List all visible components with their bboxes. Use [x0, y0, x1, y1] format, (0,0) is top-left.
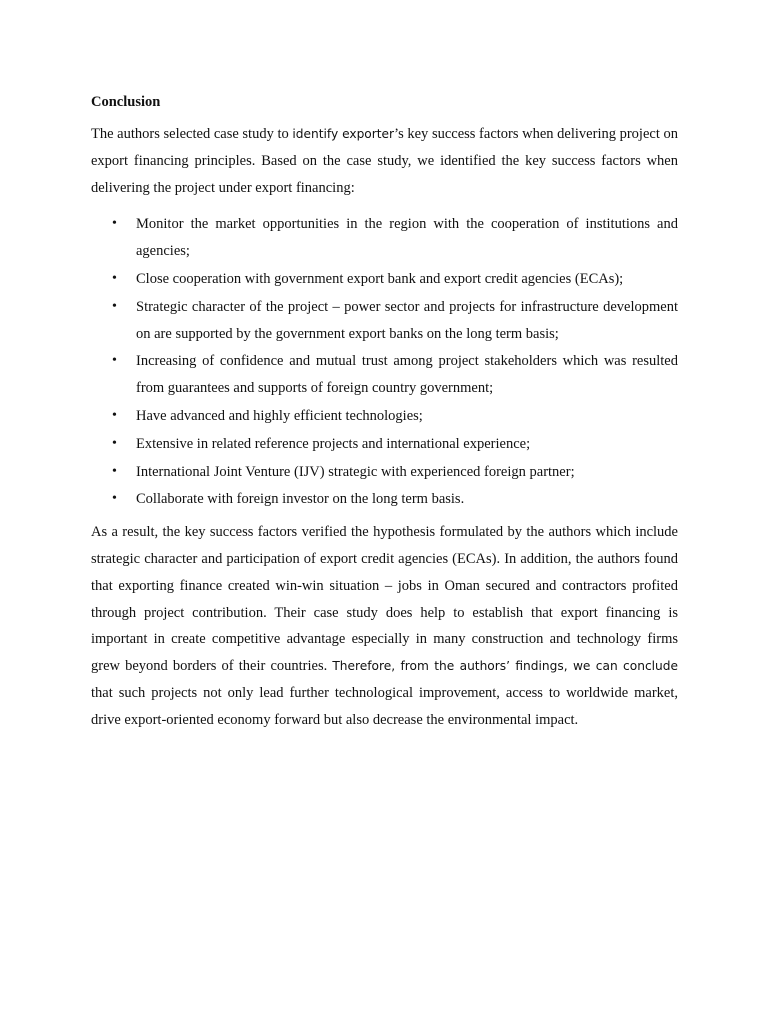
closing-text-1: As a result, the key success factors verified the hypothesis formulated by the authors which include strategic character and participation of export credit agencies (ECAs). In addition, the authors found that exporting finance created win-win situation – jobs in Oman secured and contractors profited through project contribution. Their case study does help to establish that export financing is important in create competitive advantage especially in many construction and technology firms grew beyond borders of their countries. [91, 524, 678, 675]
bullet-icon: • [112, 216, 117, 232]
section-heading: Conclusion [91, 94, 161, 110]
list-item-text: Close cooperation with government export bank and export credit agencies (ECAs); [136, 270, 624, 287]
bullet-icon: • [112, 407, 117, 423]
list-item-text: International Joint Venture (IJV) strategic with experienced foreign partner; [136, 463, 575, 480]
list-item-text: Monitor the market opportunities in the region with the cooperation of institutions and agencies; [136, 216, 678, 260]
list-item [91, 348, 678, 402]
success-factors-list [91, 211, 678, 513]
bullet-icon: • [112, 463, 117, 479]
bullet-icon: • [112, 491, 117, 507]
list-item [91, 486, 678, 513]
intro-paragraph [91, 121, 678, 201]
list-item-text: Increasing of confidence and mutual trust among project stakeholders which was resulted from guarantees and supports of foreign country government; [136, 353, 678, 397]
list-item [91, 431, 678, 458]
intro-text-3: ’s key success factors when delivering project on export financing principles. Based on the case study, we identified the key success factors when delivering the project under export financing: [91, 126, 678, 196]
closing-paragraph [91, 519, 678, 733]
list-item [91, 294, 678, 348]
list-item-text: Have advanced and highly efficient technologies; [136, 407, 423, 424]
closing-text-2: Therefore, from the authors’ findings, we can conclude [332, 659, 678, 674]
bullet-icon: • [112, 298, 117, 314]
list-item-text: Collaborate with foreign investor on the long term basis. [136, 491, 465, 508]
bullet-icon: • [112, 435, 117, 451]
bullet-icon: • [112, 353, 117, 369]
list-item [91, 403, 678, 430]
list-item [91, 266, 678, 293]
list-item-text: Extensive in related reference projects and international experience; [136, 435, 531, 452]
list-item-text: Strategic character of the project – power sector and projects for infrastructure development on are supported by the government export banks on the long term basis; [136, 298, 678, 342]
intro-text-2: identify exporter [292, 127, 395, 141]
bullet-icon: • [112, 270, 117, 286]
list-item [91, 211, 678, 265]
closing-text-3: that such projects not only lead further technological improvement, access to worldwide market, drive export-oriented economy forward but also decrease the environmental impact. [91, 684, 678, 728]
document-page [91, 89, 678, 734]
list-item [91, 459, 678, 486]
intro-text-1: The authors selected case study to [91, 126, 293, 142]
